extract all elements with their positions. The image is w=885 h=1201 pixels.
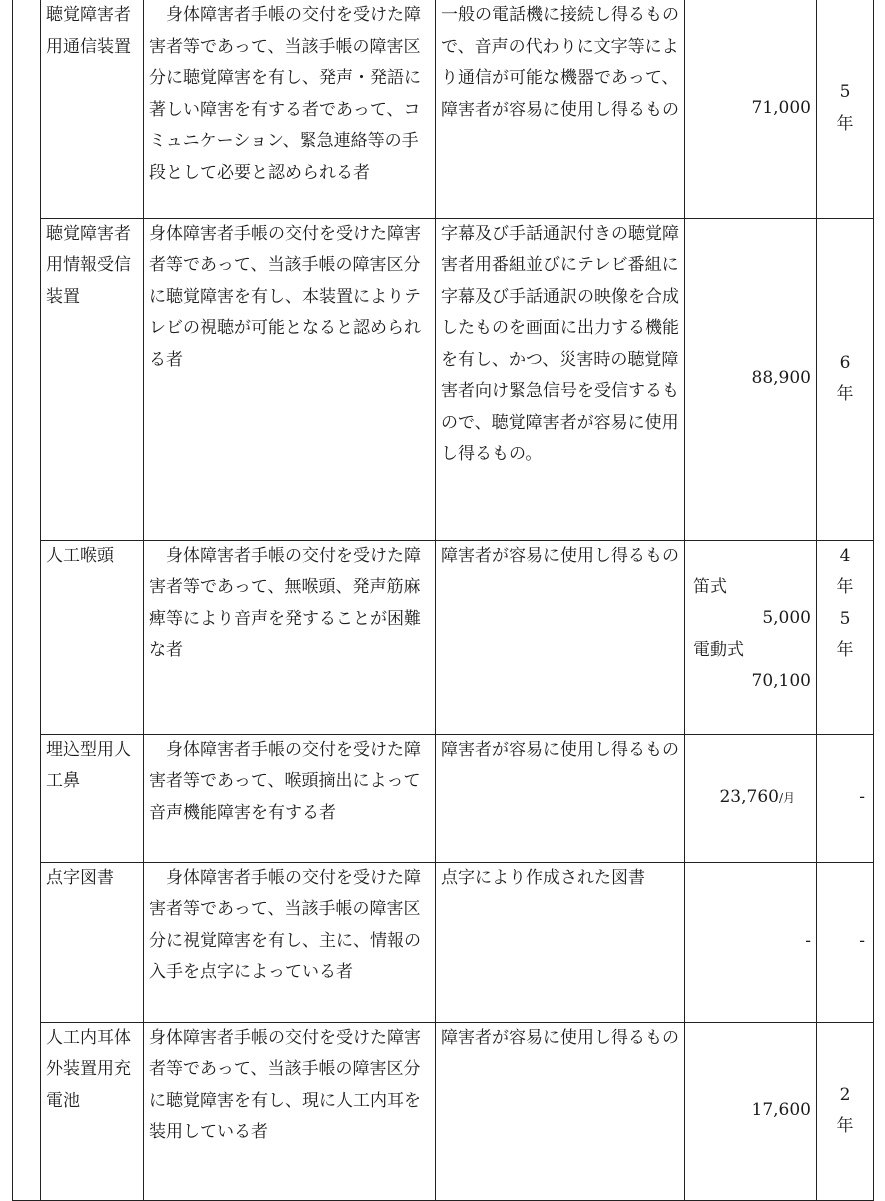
table-row bbox=[13, 218, 874, 540]
table-row bbox=[13, 0, 874, 218]
price-type-label: 笛式 bbox=[693, 576, 727, 597]
performance-description: 点字により作成された図書 bbox=[436, 862, 685, 1022]
price-cell bbox=[685, 218, 817, 540]
price-value: 88,900 bbox=[751, 368, 811, 389]
durability-unit: 年 bbox=[836, 1116, 854, 1136]
durability-cell bbox=[817, 218, 874, 540]
item-name: 聴覚障害者用情報受信装置 bbox=[41, 218, 144, 540]
item-name: 点字図書 bbox=[41, 862, 144, 1022]
item-name: 聴覚障害者用通信装置 bbox=[41, 0, 144, 218]
durability-years: 2 bbox=[839, 1084, 851, 1105]
item-name: 人工喉頭 bbox=[41, 540, 144, 734]
performance-description: 字幕及び手話通訳付きの聴覚障害者用番組並びにテレビ番組に字幕及び手話通訳の映像を合成したものを画面に出力する機能を有し、かつ、災害時の聴覚障害者向け緊急信号を受信するもので、聴覚障害者が容易に使用し得るもの。 bbox=[436, 218, 685, 540]
table-row bbox=[13, 734, 874, 862]
performance-description: 障害者が容易に使用し得るもの bbox=[436, 734, 685, 862]
durability-years: 6 bbox=[839, 352, 851, 373]
eligible-target: 身体障害者手帳の交付を受けた障害者等であって、当該手帳の障害区分に聴覚障害を有し、発声・発語に著しい障害を有する者であって、コミュニケーション、緊急連絡等の手段として必要と認められる者 bbox=[144, 0, 436, 218]
durability-cell bbox=[817, 1022, 874, 1200]
equipment-table bbox=[12, 0, 874, 1201]
price-value: 71,000 bbox=[751, 98, 811, 118]
performance-description: 障害者が容易に使用し得るもの bbox=[436, 1022, 685, 1200]
price-cell bbox=[685, 734, 817, 862]
durability-years: 5 bbox=[839, 82, 851, 103]
durability-years: 5 bbox=[839, 608, 851, 629]
durability-unit: 年 bbox=[836, 577, 854, 597]
table-row bbox=[13, 540, 874, 734]
durability-years: - bbox=[859, 931, 865, 952]
durability-unit: 年 bbox=[836, 640, 854, 660]
durability-years: 4 bbox=[839, 545, 851, 566]
eligible-target: 身体障害者手帳の交付を受けた障害者等であって、当該手帳の障害区分に視覚障害を有し、主に、情報の入手を点字によっている者 bbox=[144, 862, 436, 1022]
price-cell bbox=[685, 1022, 817, 1200]
eligible-target: 身体障害者手帳の交付を受けた障害者等であって、無喉頭、発声筋麻痺等により音声を発することが困難な者 bbox=[144, 540, 436, 734]
price-value: - bbox=[805, 931, 811, 952]
price-value: 70,100 bbox=[751, 671, 811, 691]
price-cell bbox=[685, 540, 817, 734]
margin-column bbox=[13, 0, 41, 1200]
durability-unit: 年 bbox=[836, 384, 854, 404]
price-type-label: 電動式 bbox=[693, 639, 744, 660]
eligible-target: 身体障害者手帳の交付を受けた障害者等であって、喉頭摘出によって音声機能障害を有する者 bbox=[144, 734, 436, 862]
eligible-target: 身体障害者手帳の交付を受けた障害者等であって、当該手帳の障害区分に聴覚障害を有し、本装置によりテレビの視聴が可能となると認められる者 bbox=[144, 218, 436, 540]
durability-cell bbox=[817, 540, 874, 734]
table-row bbox=[13, 1022, 874, 1200]
performance-description: 障害者が容易に使用し得るもの bbox=[436, 540, 685, 734]
durability-years: - bbox=[859, 787, 865, 808]
price-value: 23,760 bbox=[719, 786, 779, 807]
price-cell bbox=[685, 862, 817, 1022]
durability-cell bbox=[817, 862, 874, 1022]
price-cell bbox=[685, 0, 817, 218]
durability-unit: 年 bbox=[836, 113, 854, 134]
durability-cell bbox=[817, 734, 874, 862]
performance-description: 一般の電話機に接続し得るもので、音声の代わりに文字等により通信が可能な機器であって、障害者が容易に使用し得るもの bbox=[436, 0, 685, 218]
price-unit: /月 bbox=[778, 790, 795, 805]
item-name: 人工内耳体外装置用充電池 bbox=[41, 1022, 144, 1200]
item-name: 埋込型用人工鼻 bbox=[41, 734, 144, 862]
eligible-target: 身体障害者手帳の交付を受けた障害者等であって、当該手帳の障害区分に聴覚障害を有し、現に人工内耳を装用している者 bbox=[144, 1022, 436, 1200]
price-value: 17,600 bbox=[751, 1100, 811, 1121]
price-value: 5,000 bbox=[762, 608, 811, 628]
durability-cell bbox=[817, 0, 874, 218]
table-row bbox=[13, 862, 874, 1022]
